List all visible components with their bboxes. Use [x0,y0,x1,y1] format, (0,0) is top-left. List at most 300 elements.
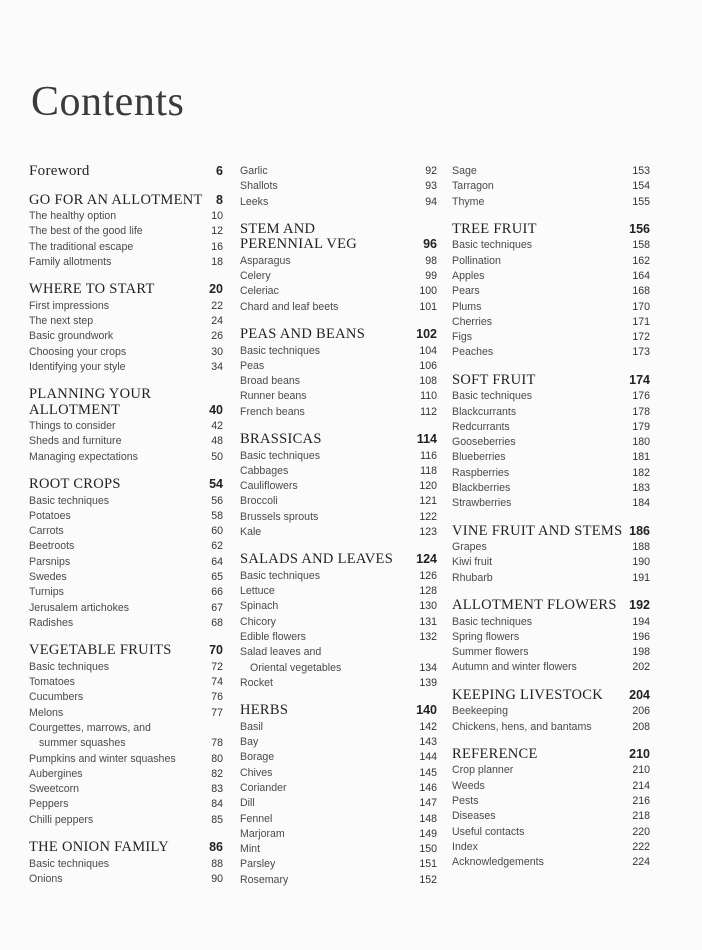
section-title: REFERENCE [452,745,538,762]
toc-entry[interactable] [452,645,650,660]
section-page-number: 20 [209,282,223,297]
section-heading[interactable] [29,387,223,418]
section-title-line: ALLOTMENT [29,401,121,418]
section-heading[interactable] [240,552,437,568]
section-title: VINE FRUIT AND STEMS [452,522,623,539]
section-heading[interactable] [240,432,437,448]
section-heading[interactable] [240,703,437,719]
toc-entry[interactable] [29,494,223,509]
toc-entry[interactable] [29,660,223,675]
toc-entry[interactable] [452,405,650,420]
toc-entry[interactable] [452,496,650,511]
section-page-number: 114 [416,432,437,447]
toc-entry-page: 164 [632,269,650,282]
toc-entry[interactable] [29,570,223,585]
toc-entry-label: The best of the good life [29,225,143,238]
section-page-number: 8 [216,192,223,207]
toc-entry-page: 150 [419,843,437,856]
section-page-number: 174 [629,372,650,387]
toc-section [452,586,650,676]
toc-entry-page: 142 [419,720,437,733]
toc-entry-label: Peppers [29,798,69,811]
toc-entry-label: Radishes [29,616,74,629]
toc-entry-label: Basic techniques [452,239,533,252]
toc-entry-label: Cabbages [240,464,289,477]
toc-entry[interactable] [452,571,650,586]
toc-entry-label: Shallots [240,180,278,193]
toc-entry-label: Parsley [240,858,276,871]
toc-entry-label: Index [452,840,478,853]
toc-entry-page: 134 [419,661,437,674]
toc-entry-label: Basic techniques [29,494,110,507]
toc-entry-page: 173 [632,346,650,359]
toc-entry-page: 84 [211,798,223,811]
toc-entry[interactable] [29,706,223,721]
toc-entry[interactable] [240,827,437,842]
toc-entry[interactable] [452,345,650,360]
section-title-line: PLANNING YOUR [29,386,152,403]
toc-entry-label: Edible flowers [240,631,306,644]
section-title: SALADS AND LEAVES [240,551,394,568]
toc-entry-label: Kale [240,526,262,539]
toc-entry[interactable] [240,525,437,540]
toc-entry[interactable] [452,300,650,315]
toc-entry-page: 58 [211,509,223,522]
toc-entry-label: Summer flowers [452,646,529,659]
toc-entry-page: 64 [211,555,223,568]
toc-entry-page: 118 [420,464,437,477]
toc-entry-page: 152 [419,873,437,886]
toc-entry[interactable] [29,736,223,751]
toc-entry[interactable] [29,797,223,812]
toc-entry[interactable] [29,782,223,797]
toc-entry[interactable] [452,704,650,719]
toc-entry-label: Chives [240,766,273,779]
toc-entry[interactable] [240,630,437,645]
toc-entry-page: 78 [211,737,223,750]
toc-entry[interactable] [240,812,437,827]
toc-entry[interactable] [452,315,650,330]
toc-entry-label: Crop planner [452,764,514,777]
section-title: PEAS AND BEANS [240,326,366,343]
section-title: ALLOTMENT FLOWERS [452,597,617,614]
toc-entry-label: Coriander [240,781,287,794]
toc-entry[interactable] [452,238,650,253]
toc-entry-label: Autumn and winter flowers [452,661,577,674]
section-page-number: 102 [416,327,437,342]
toc-entry-label: Chickens, hens, and bantams [452,720,592,733]
toc-entry-label: Peaches [452,346,494,359]
toc-entry[interactable] [240,254,437,269]
toc-entry-label: Mint [240,843,261,856]
toc-entry-page: 122 [419,510,437,523]
toc-entry[interactable] [452,254,650,269]
toc-entry-page: 93 [425,180,437,193]
toc-entry-label: Swedes [29,571,67,584]
toc-entry-label: Broad beans [240,375,301,388]
toc-entry-label: Chicory [240,615,276,628]
toc-entry-label: Basic techniques [240,344,321,357]
section-title: HERBS [240,702,289,719]
toc-entry-label: Apples [452,269,485,282]
section-page-number: 186 [629,523,650,538]
toc-entry-page: 108 [419,375,437,388]
toc-entry[interactable] [240,405,437,420]
toc-section [240,420,437,540]
toc-entry-label: Plums [452,300,482,313]
toc-section [452,676,650,735]
toc-entry[interactable] [29,255,223,270]
toc-entry-page: 191 [632,571,650,584]
toc-entry[interactable] [240,269,437,284]
toc-entry[interactable] [240,300,437,315]
toc-entry-page: 94 [425,195,437,208]
toc-entry-page: 147 [419,797,437,810]
toc-entry-page: 62 [211,540,223,553]
toc-entry[interactable] [240,720,437,735]
section-title [240,222,357,253]
toc-entry[interactable] [240,344,437,359]
toc-entry-label: Choosing your crops [29,345,127,358]
section-heading[interactable] [29,193,223,209]
toc-entry[interactable] [29,450,223,465]
toc-entry[interactable] [240,842,437,857]
toc-entry[interactable] [240,766,437,781]
toc-entry-page: 222 [632,840,650,853]
toc-entry[interactable] [29,360,223,375]
toc-entry[interactable] [240,584,437,599]
toc-entry-page: 100 [419,285,437,298]
section-heading[interactable] [29,477,223,493]
toc-entry[interactable] [452,269,650,284]
toc-entry-label: Identifying your style [29,360,126,373]
toc-column-1 [29,164,223,887]
toc-entry[interactable] [452,389,650,404]
section-heading[interactable] [452,524,650,540]
toc-entry[interactable] [29,419,223,434]
section-heading[interactable] [29,840,223,856]
section-page-number: 192 [629,598,650,613]
toc-entry[interactable] [452,330,650,345]
toc-entry-label: Basic techniques [240,449,321,462]
toc-section [240,210,437,315]
toc-entry-page: 112 [420,405,437,418]
toc-entry-page: 121 [419,495,437,508]
section-heading[interactable] [452,747,650,763]
toc-entry-label: Cherries [452,315,493,328]
toc-entry-label: Pollination [452,254,501,267]
toc-entry-page: 148 [419,812,437,825]
toc-entry[interactable] [29,585,223,600]
toc-entry-page: 116 [420,449,437,462]
toc-entry-page: 110 [420,390,437,403]
toc-entry[interactable] [240,750,437,765]
toc-entry[interactable] [29,601,223,616]
toc-section [452,210,650,361]
toc-entry-label: Blackcurrants [452,405,517,418]
toc-entry[interactable] [240,164,437,179]
toc-entry-label: Thyme [452,195,485,208]
toc-entry-page: 104 [419,344,437,357]
section-title: TREE FRUIT [452,220,537,237]
toc-entry[interactable] [29,224,223,239]
toc-entry[interactable] [240,359,437,374]
toc-entry-label: Turnips [29,586,64,599]
toc-entry-page: 42 [211,420,223,433]
toc-entry[interactable] [240,676,437,691]
toc-entry[interactable] [29,857,223,872]
toc-column-3 [452,164,650,870]
toc-entry-page: 26 [211,330,223,343]
toc-entry-label: Sweetcorn [29,783,80,796]
toc-entry-page: 198 [632,646,650,659]
toc-entry-page: 182 [632,466,650,479]
toc-entry[interactable] [452,466,650,481]
toc-entry-label: The next step [29,314,94,327]
toc-entry[interactable] [240,195,437,210]
toc-entry[interactable] [240,857,437,872]
section-page-number: 140 [416,703,437,718]
toc-entry[interactable] [452,720,650,735]
section-heading[interactable] [29,164,223,180]
toc-entry[interactable] [240,449,437,464]
section-title-line: STEM AND [240,220,316,237]
toc-entry-page: 168 [632,285,650,298]
toc-entry-page: 131 [419,615,437,628]
toc-entry-page: 126 [419,569,437,582]
toc-entry[interactable] [240,735,437,750]
toc-entry-label: Raspberries [452,466,510,479]
section-title: WHERE TO START [29,281,155,298]
toc-entry[interactable] [452,779,650,794]
toc-entry-label: Cucumbers [29,691,84,704]
toc-entry[interactable] [29,314,223,329]
toc-entry[interactable] [240,599,437,614]
toc-entry-label: Figs [452,331,473,344]
toc-entry[interactable] [240,284,437,299]
toc-entry-label: Leeks [240,195,269,208]
toc-entry[interactable] [452,763,650,778]
section-heading[interactable] [29,282,223,298]
toc-entry[interactable] [29,813,223,828]
toc-entry[interactable] [240,494,437,509]
toc-entry-label: Diseases [452,810,496,823]
toc-entry[interactable] [452,164,650,179]
toc-entry[interactable] [240,781,437,796]
toc-entry-label: First impressions [29,299,110,312]
toc-entry-label: Chard and leaf beets [240,300,339,313]
toc-entry[interactable] [29,524,223,539]
toc-section [29,631,223,828]
toc-entry-page: 56 [211,494,223,507]
toc-entry-page: 139 [419,676,437,689]
toc-entry-page: 88 [211,857,223,870]
toc-entry[interactable] [240,479,437,494]
toc-entry-page: 208 [632,720,650,733]
section-page-number: 156 [629,221,650,236]
toc-entry-page: 99 [425,270,437,283]
toc-entry[interactable] [29,299,223,314]
toc-column-2 [240,164,437,888]
toc-entry[interactable] [452,630,650,645]
toc-entry[interactable] [29,240,223,255]
toc-entry-label: Fennel [240,812,273,825]
toc-entry-page: 76 [211,691,223,704]
section-title: THE ONION FAMILY [29,839,170,855]
toc-entry[interactable] [29,767,223,782]
toc-entry-label: Chilli peppers [29,813,94,826]
section-title [29,387,151,418]
toc-entry-label: The healthy option [29,210,117,222]
toc-entry-page: 98 [425,254,437,267]
toc-entry[interactable] [29,690,223,705]
section-title: BRASSICAS [240,431,322,448]
toc-entry-label: Salad leaves and [240,646,322,659]
toc-entry[interactable] [452,481,650,496]
toc-entry-page: 176 [632,390,650,403]
toc-entry-label: Blueberries [452,451,506,464]
toc-entry-page: 153 [632,165,650,177]
toc-section [240,164,437,210]
toc-entry[interactable] [240,615,437,630]
toc-entry[interactable] [452,435,650,450]
toc-entry[interactable] [240,661,437,676]
toc-entry-page: 154 [632,180,650,193]
toc-entry[interactable] [240,389,437,404]
toc-entry-label: Oriental vegetables [250,661,342,674]
toc-entry[interactable] [29,752,223,767]
toc-entry[interactable] [240,796,437,811]
toc-entry-label: Tomatoes [29,676,75,689]
section-heading[interactable] [29,643,223,659]
toc-entry-page: 171 [632,315,650,328]
toc-section [452,361,650,512]
toc-entry-page: 158 [632,239,650,252]
toc-entry-label: summer squashes [39,737,126,750]
toc-entry[interactable] [452,195,650,210]
toc-entry[interactable] [240,645,437,660]
toc-entry[interactable] [452,660,650,675]
toc-entry[interactable] [452,450,650,465]
toc-entry-page: 24 [211,314,223,327]
toc-entry-label: Asparagus [240,254,291,267]
section-heading[interactable] [452,598,650,614]
toc-entry[interactable] [452,179,650,194]
toc-entry-label: Spinach [240,600,279,613]
toc-entry-label: Runner beans [240,390,307,403]
toc-entry-page: 180 [632,436,650,449]
toc-entry-page: 183 [632,482,650,495]
section-heading[interactable] [452,222,650,238]
toc-entry-label: Rosemary [240,873,289,886]
section-heading[interactable] [240,222,437,253]
toc-entry-page: 188 [632,541,650,554]
toc-entry[interactable] [452,540,650,555]
toc-entry-page: 178 [632,405,650,418]
section-heading[interactable] [452,373,650,389]
toc-entry[interactable] [29,721,223,736]
toc-entry[interactable] [452,284,650,299]
toc-entry[interactable] [29,872,223,887]
toc-entry-page: 210 [632,764,650,777]
toc-entry[interactable] [240,464,437,479]
section-page-number: 54 [209,477,223,492]
toc-entry-page: 10 [211,210,223,222]
toc-entry-page: 90 [211,872,223,885]
section-heading[interactable] [240,327,437,343]
toc-entry[interactable] [29,345,223,360]
section-heading[interactable] [452,688,650,704]
toc-entry[interactable] [240,873,437,888]
toc-entry[interactable] [29,616,223,631]
toc-entry-page: 144 [419,751,437,764]
toc-entry-page: 224 [632,856,650,869]
toc-entry[interactable] [29,434,223,449]
toc-entry[interactable] [29,509,223,524]
toc-entry-label: Broccoli [240,495,278,508]
toc-entry-page: 123 [419,526,437,539]
toc-entry-label: Garlic [240,165,268,177]
toc-entry[interactable] [452,825,650,840]
toc-entry[interactable] [452,840,650,855]
toc-entry-label: French beans [240,405,305,418]
toc-entry[interactable] [29,539,223,554]
toc-entry-page: 60 [211,525,223,538]
toc-entry-page: 83 [211,783,223,796]
toc-entry[interactable] [240,510,437,525]
toc-entry-page: 66 [211,586,223,599]
toc-entry-page: 67 [211,601,223,614]
toc-entry-page: 92 [425,165,437,177]
toc-entry[interactable] [29,555,223,570]
toc-section [29,375,223,465]
toc-entry-page: 194 [632,615,650,628]
toc-entry-page: 214 [632,779,650,792]
toc-entry-label: Peas [240,359,265,372]
toc-entry[interactable] [29,329,223,344]
toc-entry[interactable] [452,420,650,435]
toc-entry[interactable] [452,809,650,824]
toc-entry-label: Family allotments [29,255,112,268]
toc-entry[interactable] [240,179,437,194]
toc-entry-label: Brussels sprouts [240,510,319,523]
toc-entry-page: 206 [632,705,650,718]
toc-entry-label: Dill [240,797,255,810]
toc-entry[interactable] [29,675,223,690]
toc-entry-page: 80 [211,752,223,765]
toc-entry[interactable] [452,855,650,870]
toc-entry[interactable] [240,374,437,389]
toc-entry-label: The traditional escape [29,240,134,253]
section-title: GO FOR AN ALLOTMENT [29,191,203,208]
toc-entry-page: 155 [632,195,650,208]
toc-entry[interactable] [452,794,650,809]
toc-entry[interactable] [240,569,437,584]
toc-entry[interactable] [452,615,650,630]
toc-entry-label: Rhubarb [452,571,493,584]
toc-entry-page: 68 [211,616,223,629]
toc-entry-page: 12 [211,225,223,238]
toc-entry-label: Basic techniques [452,615,533,628]
toc-entry-label: Celery [240,270,271,283]
toc-entry-label: Useful contacts [452,825,525,838]
section-page-number: 70 [209,643,223,658]
toc-entry[interactable] [452,555,650,570]
toc-entry-label: Sheds and furniture [29,435,122,448]
toc-entry[interactable] [29,209,223,224]
toc-entry-label: Blackberries [452,482,511,495]
toc-entry-page: 130 [419,600,437,613]
